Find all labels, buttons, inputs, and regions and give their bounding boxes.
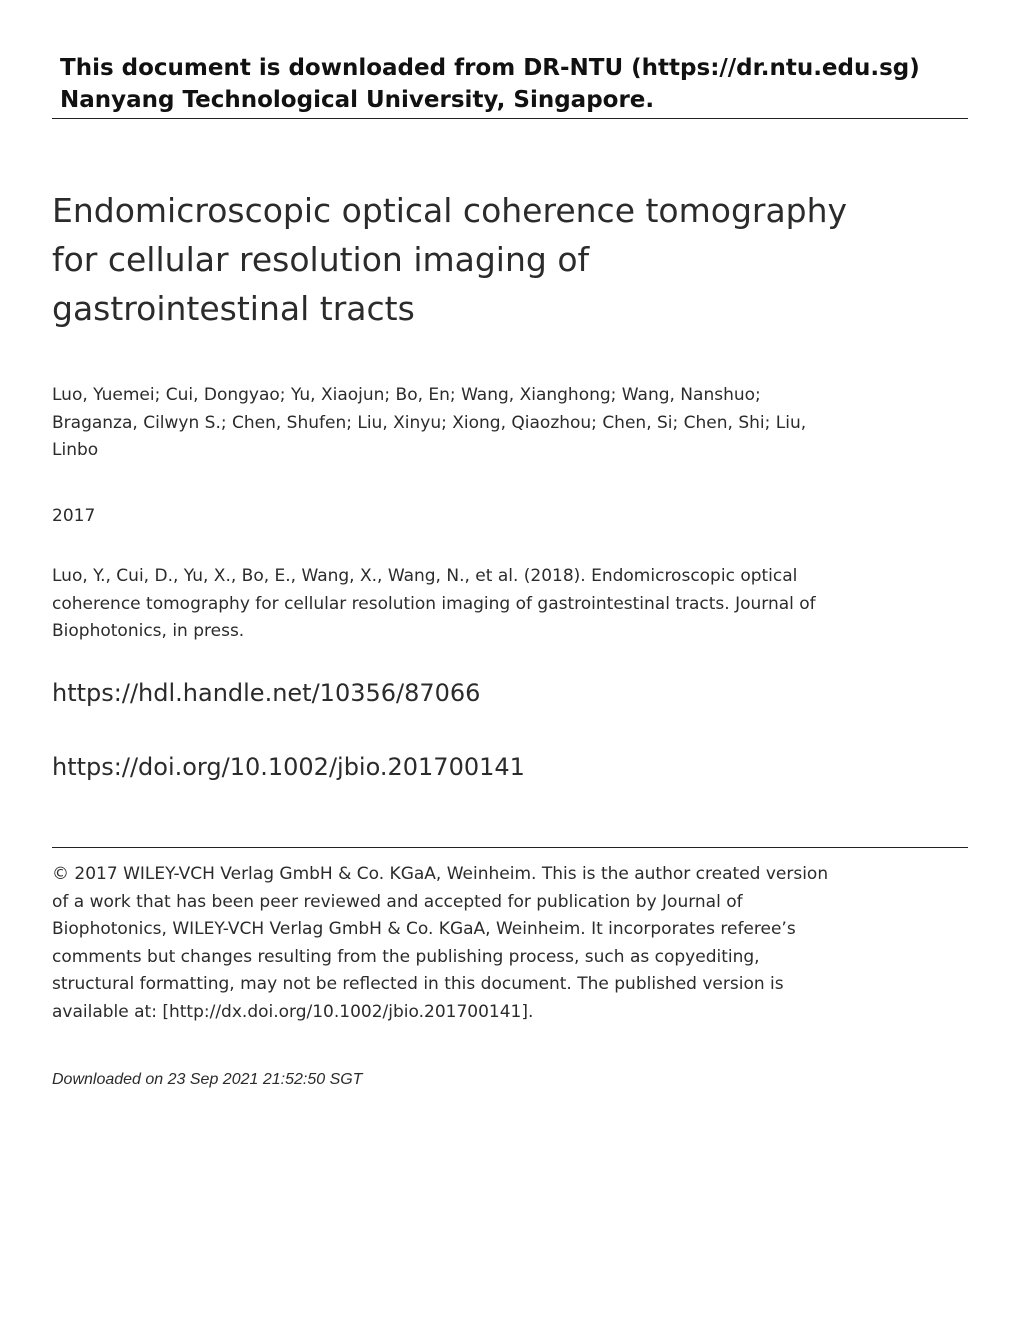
header-university-line: Nanyang Technological University, Singapore. bbox=[60, 87, 655, 113]
author-list: Luo, Yuemei; Cui, Dongyao; Yu, Xiaojun; Bo, En; Wang, Xianghong; Wang, Nanshuo; Braganza, Cilwyn S.; Chen, Shufen; Liu, Xinyu; Xiong, Qiaozhou; Chen, Si; Chen, Shi; Liu, Linbo bbox=[52, 385, 807, 460]
repository-header bbox=[60, 52, 950, 116]
citation-text: Luo, Y., Cui, D., Yu, X., Bo, E., Wang, X., Wang, N., et al. (2018). Endomicroscopic optical coherence tomography for cellular resolution imaging of gastrointestinal tracts. Journal of Biophotonics, in press. bbox=[52, 566, 816, 641]
document-title: Endomicroscopic optical coherence tomography for cellular resolution imaging of gastrointestinal tracts bbox=[52, 191, 848, 328]
publication-year: 2017 bbox=[52, 506, 96, 526]
header-source-line: This document is downloaded from DR-NTU (https://dr.ntu.edu.sg) bbox=[60, 55, 920, 81]
download-timestamp: Downloaded on 23 Sep 2021 21:52:50 SGT bbox=[52, 1071, 363, 1088]
header-divider bbox=[52, 118, 968, 119]
copyright-notice: © 2017 WILEY-VCH Verlag GmbH & Co. KGaA, Weinheim. This is the author created version of a work that has been peer reviewed and accepted for publication by Journal of Biophotonics, WILEY-VCH Verlag GmbH & Co. KGaA, Weinheim. It incorporates referee’s comments but changes resulting from the publishing process, such as copyediting, structural formatting, may not be reflected in this document. The published version is available at: [http://dx.doi.org/10.1002/jbio.201700141]. bbox=[52, 864, 829, 1022]
doi-link[interactable]: https://doi.org/10.1002/jbio.201700141 bbox=[52, 753, 525, 781]
footer-divider bbox=[52, 847, 968, 848]
handle-link[interactable]: https://hdl.handle.net/10356/87066 bbox=[52, 679, 481, 707]
